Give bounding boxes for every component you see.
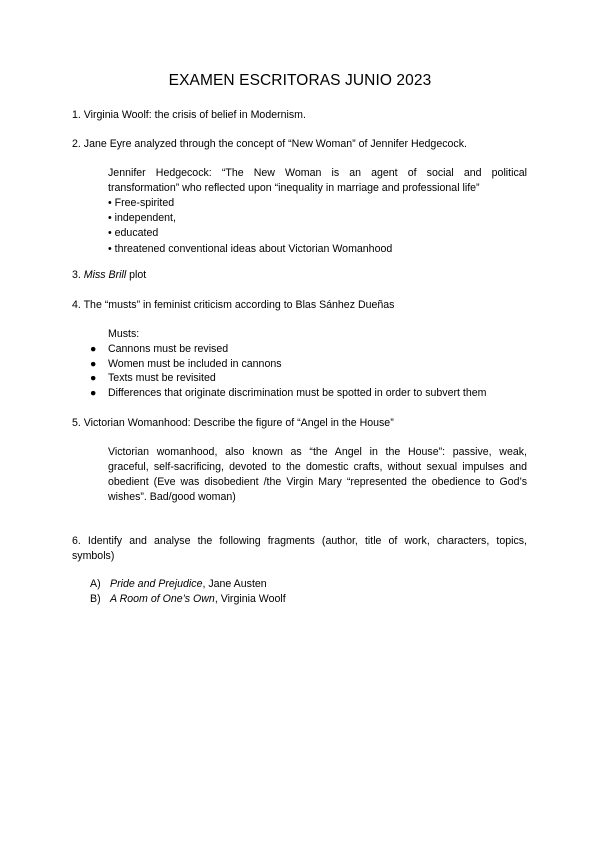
fragment-item <box>90 592 286 607</box>
list-item: ● Texts must be revisited <box>90 372 216 384</box>
fragment-author: , Jane Austen <box>202 578 267 590</box>
question-6-line: symbols) <box>72 550 115 562</box>
question-1: 1. Virginia Woolf: the crisis of belief in Modernism. <box>72 109 306 121</box>
fragment-work: A Room of One’s Own <box>110 593 215 605</box>
fragment-work: Pride and Prejudice <box>110 578 203 590</box>
list-item: ● Women must be included in cannons <box>90 357 282 370</box>
fragment-author: , Virginia Woolf <box>214 593 286 605</box>
fragment-label: B) <box>90 593 101 605</box>
answer-line: wishes”. Bad/good woman) <box>108 491 236 503</box>
answer-line: graceful, self-sacrificing, devoted to the domestic crafts, without sexual impulses and <box>108 461 527 473</box>
trait-item: • independent, <box>108 212 176 225</box>
answer-line: Victorian womanhood, also known as “the Angel in the House”: passive, weak, <box>108 446 527 458</box>
bullet-icon: ● <box>90 386 97 399</box>
trait-item: • threatened conventional ideas about Victorian Womanhood <box>108 242 393 255</box>
fragment-label: A) <box>90 578 101 590</box>
question-5: 5. Victorian Womanhood: Describe the figure of “Angel in the House” <box>72 417 394 429</box>
question-5-answer <box>108 445 527 505</box>
answer-line: obedient (Eve was disobedient /the Virgin Mary “represented the obedience to God’s <box>108 476 527 488</box>
quote-line: Jennifer Hedgecock: “The New Woman is an agent of social and political <box>108 167 527 179</box>
question-2: 2. Jane Eyre analyzed through the concept of “New Woman” of Jennifer Hedgecock. <box>72 138 467 150</box>
question-6-line: 6. Identify and analyse the following fragments (author, title of work, characters, topics, <box>72 535 527 547</box>
musts-label: Musts: <box>108 328 140 340</box>
list-item: ● Cannons must be revised <box>90 343 229 355</box>
question-3-number: 3. <box>72 269 81 281</box>
trait-item: • Free-spirited <box>108 197 175 209</box>
fragment-item <box>90 577 286 592</box>
question-4: 4. The “musts” in feminist criticism according to Blas Sánhez Dueñas <box>72 299 395 311</box>
new-woman-traits <box>108 196 392 257</box>
trait-item: • educated <box>108 227 159 240</box>
question-6 <box>72 534 527 564</box>
fragments-list <box>90 577 286 607</box>
quote-line: transformation” who reflected upon “inequality in marriage and professional life” <box>108 182 480 194</box>
question-3 <box>72 268 146 283</box>
musts-list <box>90 342 486 400</box>
list-item: ● Differences that originate discrimination must be spotted in order to subvert them <box>90 386 487 399</box>
bullet-icon: ● <box>90 372 97 384</box>
question-3-work-title: Miss Brill <box>83 269 127 281</box>
question-3-rest: plot <box>129 269 147 281</box>
bullet-icon: ● <box>90 357 97 370</box>
page-title: EXAMEN ESCRITORAS JUNIO 2023 <box>168 72 432 89</box>
question-2-quote <box>108 166 527 196</box>
bullet-icon: ● <box>90 343 97 355</box>
